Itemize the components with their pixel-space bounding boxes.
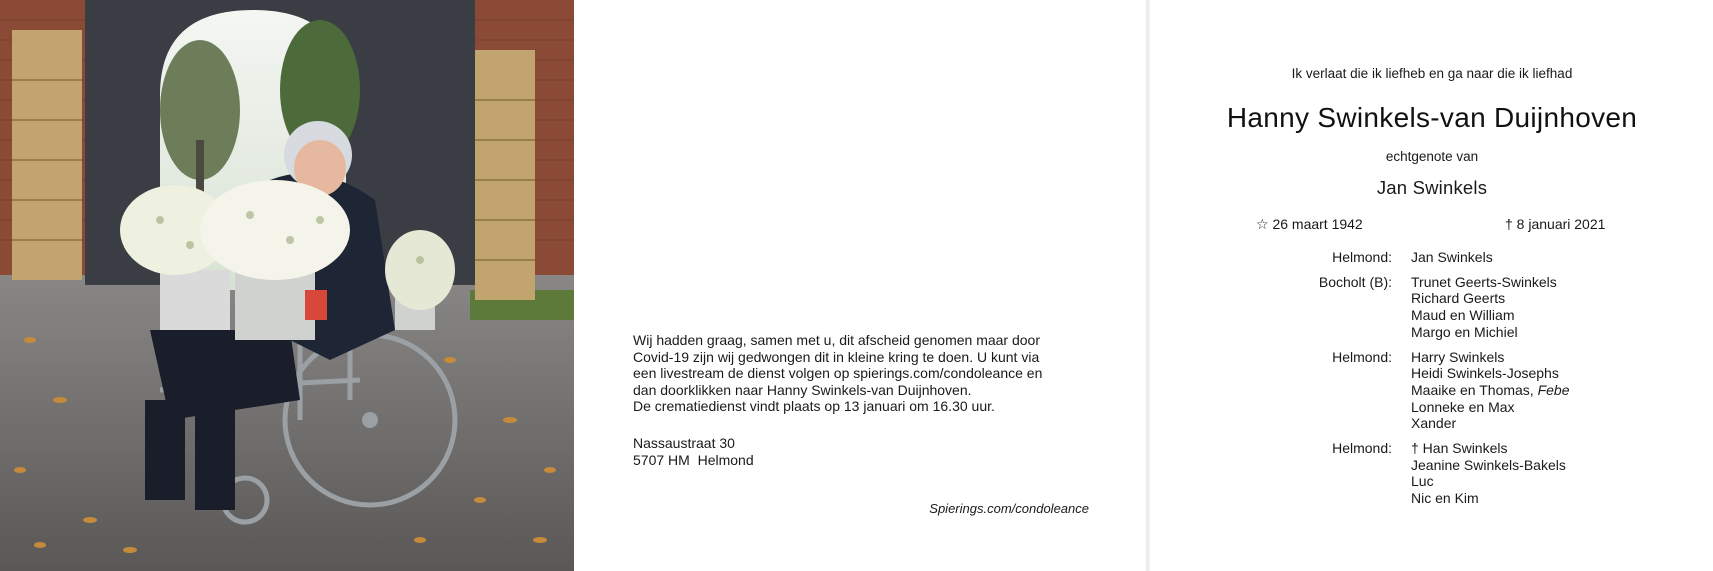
family-member: † Han Swinkels bbox=[1411, 440, 1508, 457]
death-date: † 8 januari 2021 bbox=[1505, 216, 1606, 232]
motto: Ik verlaat die ik liefheb en ga naar die ik liefhad bbox=[1291, 66, 1573, 81]
family-list bbox=[1151, 249, 1713, 515]
family-member: Xander bbox=[1411, 415, 1457, 432]
family-place: Helmond: bbox=[1332, 440, 1392, 457]
address-city: 5707 HM Helmond bbox=[633, 451, 754, 468]
deceased-name: Hanny Swinkels-van Duijnhoven bbox=[1226, 102, 1638, 133]
family-members bbox=[1411, 349, 1713, 433]
family-member: Jeanine Swinkels-Bakels bbox=[1411, 456, 1566, 473]
family-member: Margo en Michiel bbox=[1411, 323, 1518, 340]
family-member: Maaike en Thomas, bbox=[1411, 381, 1534, 398]
family-member: Nic en Kim bbox=[1411, 490, 1479, 507]
spouse-label: echtgenote van bbox=[1385, 149, 1479, 164]
message-line: een livestream de dienst volgen op spierings.com/condoleance en bbox=[633, 365, 1043, 382]
family-member: Harry Swinkels bbox=[1411, 348, 1505, 365]
message-line: Covid-19 zijn wij gedwongen dit in kleine kring te doen. U kunt via bbox=[633, 348, 1040, 365]
family-member: Heidi Swinkels-Josephs bbox=[1411, 365, 1559, 382]
family-member: Jan Swinkels bbox=[1411, 249, 1493, 265]
family-member: Maud en William bbox=[1411, 307, 1515, 324]
message-line: dan doorklikken naar Hanny Swinkels-van Duijnhoven. bbox=[633, 381, 972, 398]
family-place: Helmond: bbox=[1332, 348, 1392, 365]
family-member: Trunet Geerts-Swinkels bbox=[1411, 273, 1557, 290]
portrait-photo bbox=[0, 0, 574, 571]
family-place: Helmond: bbox=[1332, 249, 1392, 265]
family-member: Luc bbox=[1411, 473, 1434, 490]
family-members bbox=[1411, 274, 1713, 341]
family-member: Richard Geerts bbox=[1411, 290, 1506, 307]
website-link[interactable]: Spierings.com/condoleance bbox=[929, 501, 1089, 516]
grandchild-name: Febe bbox=[1537, 381, 1570, 398]
birth-date: ☆ 26 maart 1942 bbox=[1256, 216, 1363, 232]
family-group bbox=[1151, 440, 1713, 507]
family-place: Bocholt (B): bbox=[1318, 273, 1392, 290]
address-street: Nassaustraat 30 bbox=[633, 435, 735, 451]
address-block bbox=[633, 435, 754, 468]
announcement-page bbox=[1151, 0, 1713, 571]
message-line: Wij hadden graag, samen met u, dit afscheid genomen maar door bbox=[633, 332, 1041, 348]
spouse-name: Jan Swinkels bbox=[1376, 177, 1488, 198]
family-member: Lonneke en Max bbox=[1411, 398, 1515, 415]
message-line: De crematiedienst vindt plaats op 13 januari om 16.30 uur. bbox=[633, 398, 995, 415]
family-group bbox=[1151, 249, 1713, 266]
livestream-message bbox=[633, 332, 1103, 415]
family-members bbox=[1411, 440, 1713, 507]
photo-illustration bbox=[0, 0, 574, 571]
family-member-row bbox=[1411, 382, 1713, 399]
family-group bbox=[1151, 349, 1713, 433]
family-group bbox=[1151, 274, 1713, 341]
message-page bbox=[574, 0, 1148, 571]
family-members bbox=[1411, 249, 1713, 266]
